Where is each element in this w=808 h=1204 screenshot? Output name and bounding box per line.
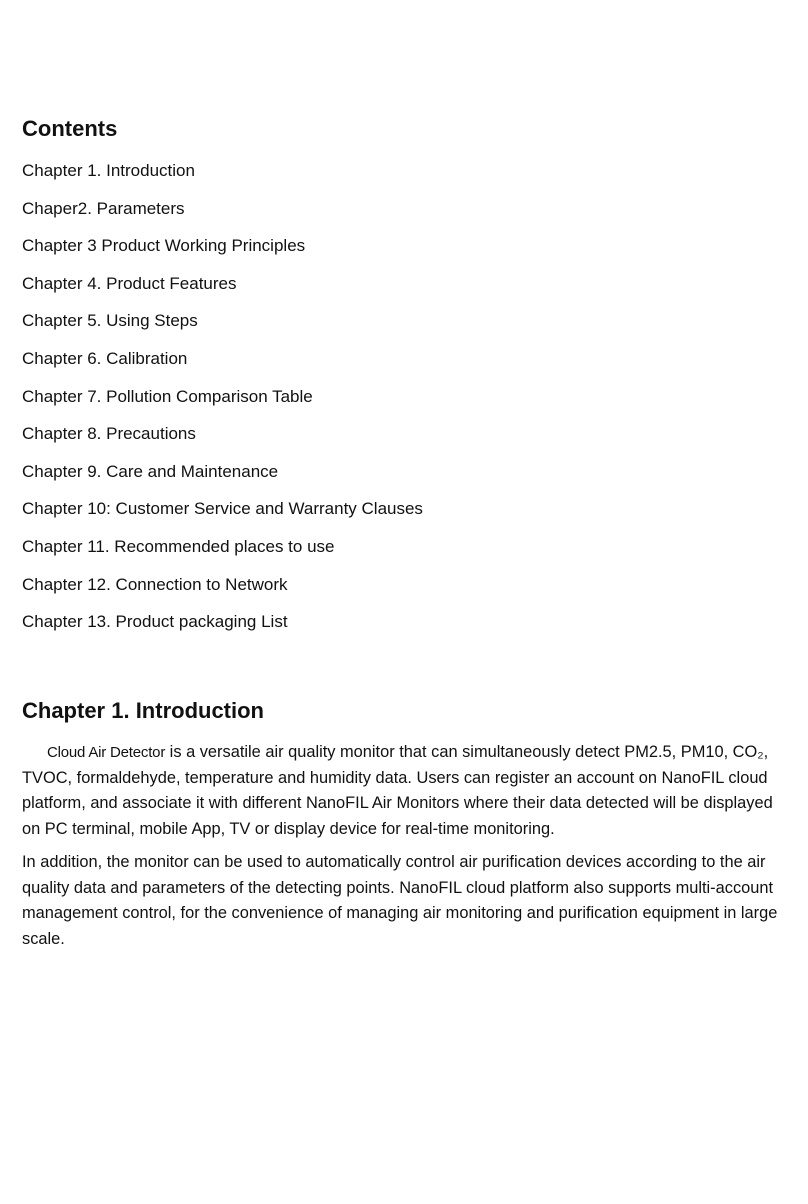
intro-paragraph-1-text: is a versatile air quality monitor that can simultaneously detect PM2.5, PM10, CO₂, TVOC, formaldehyde, temperature and humidity data. Users can register an account on NanoFIL cloud platform, and associate it with different NanoFIL Air Monitors where their data detected will be displayed on PC terminal, mobile App, TV or display device for real-time monitoring. bbox=[22, 743, 773, 838]
intro-paragraph-1 bbox=[22, 740, 794, 842]
toc-item-chapter-11: Chapter 11. Recommended places to use bbox=[22, 536, 335, 556]
toc-item-chapter-9: Chapter 9. Care and Maintenance bbox=[22, 461, 279, 481]
toc-item-chapter-10: Chapter 10: Customer Service and Warranty Clauses bbox=[22, 499, 423, 519]
toc-item-chapter-2: Chaper2. Parameters bbox=[22, 198, 185, 218]
table-of-contents bbox=[22, 157, 423, 646]
toc-item-chapter-6: Chapter 6. Calibration bbox=[22, 348, 188, 368]
contents-heading: Contents bbox=[22, 116, 118, 141]
toc-item-chapter-1: Chapter 1. Introduction bbox=[22, 161, 195, 180]
toc-item-chapter-3: Chapter 3 Product Working Principles bbox=[22, 236, 306, 256]
toc-item-chapter-13: Chapter 13. Product packaging List bbox=[22, 612, 288, 632]
toc-item-chapter-5: Chapter 5. Using Steps bbox=[22, 311, 198, 331]
toc-item-chapter-4: Chapter 4. Product Features bbox=[22, 273, 237, 293]
toc-item-chapter-7: Chapter 7. Pollution Comparison Table bbox=[22, 386, 313, 406]
toc-item-chapter-12: Chapter 12. Connection to Network bbox=[22, 574, 288, 594]
chapter-1-body bbox=[22, 740, 794, 960]
product-name: Cloud Air Detector bbox=[47, 744, 166, 761]
intro-paragraph-2: In addition, the monitor can be used to automatically control air purification devices according to the air quality data and parameters of the detecting points. NanoFIL cloud platform also supports multi-account management control, for the convenience of managing air monitoring and purification equipment in large scale. bbox=[22, 853, 778, 948]
toc-item-chapter-8: Chapter 8. Precautions bbox=[22, 424, 196, 444]
chapter-1-heading: Chapter 1. Introduction bbox=[22, 698, 264, 723]
